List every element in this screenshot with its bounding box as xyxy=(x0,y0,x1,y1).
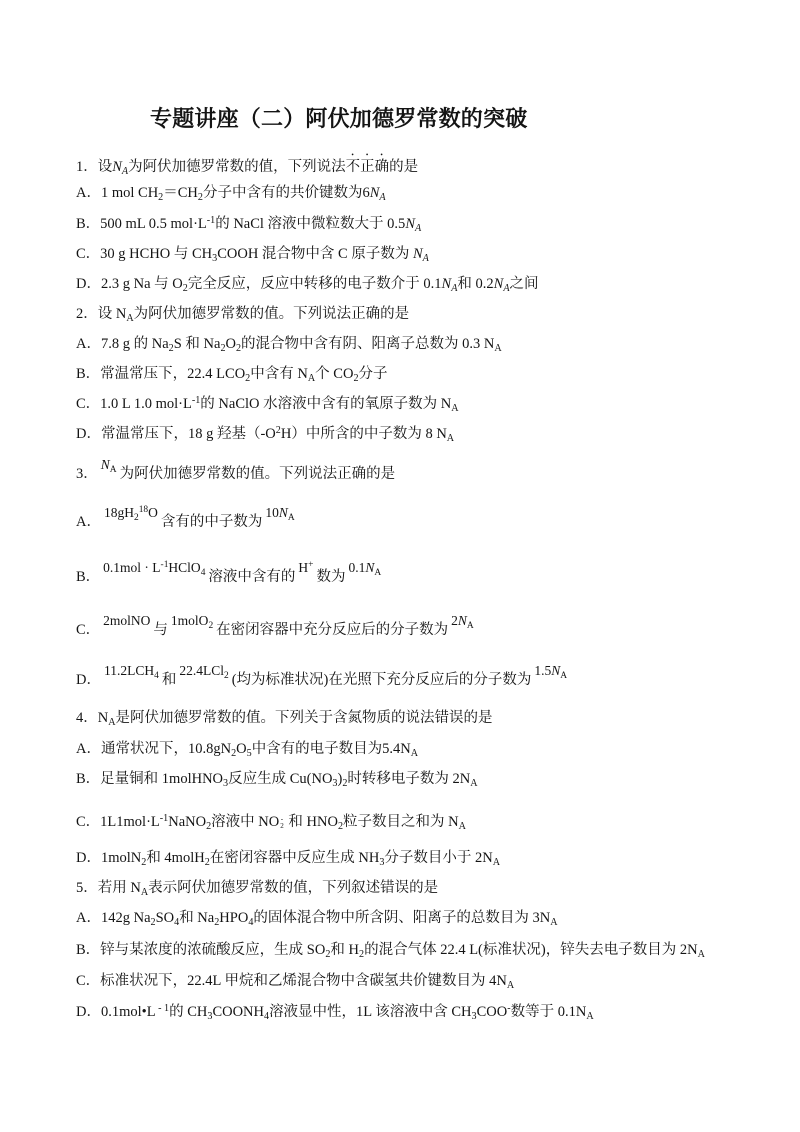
text-run: 3 xyxy=(332,778,338,790)
formula xyxy=(103,558,205,580)
text-run: N xyxy=(457,613,467,628)
text-run: 是阿伏加德罗常数的值。下列关于含氮物质的说法错误的是 xyxy=(115,710,493,726)
text-run: A xyxy=(492,857,501,869)
question-2-stem xyxy=(76,304,409,326)
formula xyxy=(103,611,150,631)
text-run: 2 xyxy=(337,821,343,833)
text-run: 4 xyxy=(174,917,180,929)
text-run: N xyxy=(112,159,122,175)
text-run: A xyxy=(422,253,429,265)
formula xyxy=(348,558,381,580)
text-run: 表示阿伏加德罗常数的值，下列叙述错误的是 xyxy=(148,880,439,896)
question-1-option-c xyxy=(76,244,429,266)
text-run: B． xyxy=(76,569,101,585)
text-run: A xyxy=(109,465,117,476)
text-run: 2 xyxy=(158,192,164,204)
text-run: 和 0.2 xyxy=(457,276,494,292)
text-run: 数为 xyxy=(316,569,346,585)
text-run: 0.1mol · L xyxy=(103,560,161,575)
text-run: 完全反应，反应中转移的电子数介于 0.1 xyxy=(187,276,442,292)
text-run: 2 xyxy=(220,343,226,355)
text-run: O xyxy=(225,336,236,352)
text-run: + xyxy=(308,560,314,571)
text-run: 溶液显中性，1L 该溶液中含 CH xyxy=(269,1004,472,1020)
text-run: 和 4molH xyxy=(146,850,205,866)
text-run: B．常温常压下，22.4 LCO xyxy=(76,366,246,382)
text-run: A xyxy=(287,513,295,524)
text-run: 5．若用 N xyxy=(76,880,141,896)
question-5-option-b xyxy=(76,940,705,962)
text-run: N xyxy=(100,457,110,472)
text-run: 2 xyxy=(141,857,147,869)
text-run: 4．N xyxy=(76,710,109,726)
text-run: A xyxy=(466,621,474,632)
question-3-option-c xyxy=(76,613,477,642)
text-run: 2 xyxy=(182,283,188,295)
question-4-option-b xyxy=(76,769,478,791)
text-run: 2 xyxy=(168,343,174,355)
text-run: HPO xyxy=(219,910,249,926)
text-run: B．锌与某浓度的浓硫酸反应，生成 SO xyxy=(76,942,326,958)
text-run: 2 xyxy=(359,949,365,961)
text-run: 数等于 0.1N xyxy=(510,1004,587,1020)
text-run: D．1molN xyxy=(76,850,142,866)
formula xyxy=(101,455,117,477)
formula xyxy=(104,661,159,683)
text-run: H）中所含的中子数为 8 N xyxy=(280,426,447,442)
text-run: A xyxy=(494,343,502,355)
text-run: 1．设 xyxy=(76,159,113,175)
text-run: N xyxy=(405,216,415,232)
question-1-option-a xyxy=(76,183,386,205)
text-run: A．通常状况下，10.8gN xyxy=(76,741,232,757)
formula xyxy=(534,661,567,683)
text-run: A xyxy=(108,717,116,729)
text-run: 中含有的电子数目为5.4N xyxy=(251,741,411,757)
question-3-option-a xyxy=(76,505,298,534)
question-4-option-d xyxy=(76,848,500,870)
text-run: A xyxy=(503,283,510,295)
text-run: 3 xyxy=(471,1011,477,1023)
formula xyxy=(171,611,213,633)
text-run: 2 xyxy=(231,748,237,760)
text-run: S 和 Na xyxy=(173,336,221,352)
question-1-option-d xyxy=(76,274,539,296)
text-run: D．0.1mol•L xyxy=(76,1004,156,1020)
text-run: 在密闭容器中反应生成 NH xyxy=(209,850,380,866)
text-run: 和 H xyxy=(330,942,360,958)
text-run: 与 xyxy=(153,622,168,638)
text-run: 2 xyxy=(342,778,348,790)
text-run: 个 CO xyxy=(315,366,354,382)
text-run: C．标准状况下，22.4L 甲烷和乙烯混合物中含碳氢共价键数目为 4N xyxy=(76,973,507,989)
text-run: SO xyxy=(155,910,175,926)
question-5-option-c xyxy=(76,971,514,993)
text-run: COONH xyxy=(212,1004,264,1020)
text-run: A xyxy=(374,568,382,579)
text-run: 2 xyxy=(245,373,251,385)
text-run: A xyxy=(379,192,386,204)
text-run: 1molO xyxy=(170,613,209,628)
text-run: 2 xyxy=(208,621,214,632)
text-run: - xyxy=(280,814,284,823)
question-3-stem xyxy=(76,457,396,486)
text-run: 2 xyxy=(150,917,156,929)
text-run: A xyxy=(446,433,455,445)
text-run: 2 xyxy=(197,192,203,204)
question-2-option-c xyxy=(76,394,459,416)
text-run: 的 CH xyxy=(169,1004,208,1020)
text-run: D．2.3 g Na 与 O xyxy=(76,276,183,292)
text-run: 10 xyxy=(265,505,279,520)
stacked-charge xyxy=(280,816,284,830)
text-run: HClO xyxy=(168,560,201,575)
text-run: A xyxy=(126,313,134,325)
text-run: 2 xyxy=(353,373,359,385)
text-run: COOH 混合物中含 C 原子数为 xyxy=(217,246,413,262)
text-run: A xyxy=(121,166,129,178)
question-2-option-b xyxy=(76,364,388,386)
text-run: 的混合气体 22.4 L(标准状况)，锌失去电子数目为 2N xyxy=(364,942,698,958)
text-run: 2．设 N xyxy=(76,306,127,322)
text-run: 和 HNO xyxy=(284,814,338,830)
text-run: 2 xyxy=(206,821,212,833)
formula xyxy=(265,503,294,525)
text-run: A xyxy=(451,283,458,295)
text-run: A xyxy=(506,980,515,992)
text-run: A．7.8 g 的 Na xyxy=(76,336,169,352)
text-run: 2 xyxy=(280,821,284,830)
text-run: 3 xyxy=(379,857,385,869)
text-run: 为阿伏加德罗常数的值，下列说法 xyxy=(128,159,346,175)
question-2-option-a xyxy=(76,334,502,356)
question-3-option-b xyxy=(76,560,384,589)
text-run: 2 xyxy=(235,343,242,355)
text-run: A xyxy=(470,778,478,790)
text-run: 4 xyxy=(200,568,206,579)
text-run: N xyxy=(365,560,375,575)
text-run: -1 xyxy=(160,560,169,571)
text-run: ＝CH xyxy=(163,185,198,201)
text-run: -1 xyxy=(206,214,216,226)
text-run: N xyxy=(369,185,380,201)
text-run: A xyxy=(550,917,558,929)
formula xyxy=(451,611,474,633)
text-run: 0.1 xyxy=(348,560,366,575)
text-run: N xyxy=(412,246,423,262)
text-run: C． xyxy=(76,622,101,638)
text-run: N xyxy=(278,505,288,520)
text-run: N xyxy=(441,276,452,292)
text-run: 18 xyxy=(138,505,149,516)
text-run: A．142g Na xyxy=(76,910,151,926)
text-run: 18gH xyxy=(103,505,134,520)
text-run: 分子数目小于 2N xyxy=(384,850,493,866)
text-run: 3． xyxy=(76,466,98,482)
question-3-option-d xyxy=(76,663,570,692)
text-run: B．500 mL 0.5 mol·L xyxy=(76,216,207,232)
question-5-stem xyxy=(76,878,438,900)
text-run: 含有的中子数为 xyxy=(160,514,263,530)
text-run: 时转移电子数为 2N xyxy=(347,771,471,787)
text-run: 2 xyxy=(223,671,229,682)
question-5-option-a xyxy=(76,908,558,930)
text-run: ) xyxy=(337,771,343,787)
text-run: 之间 xyxy=(509,276,539,292)
text-run: A xyxy=(140,887,149,899)
text-run: 2 xyxy=(275,424,281,436)
text-run: 5 xyxy=(246,748,252,760)
text-run: 2 xyxy=(133,513,139,524)
text-run: N xyxy=(551,663,561,678)
text-run: 2molNO xyxy=(103,613,151,628)
question-1-stem xyxy=(76,151,418,179)
text-run: 和 xyxy=(161,672,177,688)
text-run: C．1.0 L 1.0 mol·L xyxy=(76,396,192,412)
text-run: A xyxy=(451,403,459,415)
text-run: C．1L1mol·L xyxy=(76,814,160,830)
question-4-option-a xyxy=(76,739,418,761)
text-run: A．1 mol CH xyxy=(76,185,159,201)
text-run: 1.5 xyxy=(534,663,552,678)
text-run: 的固体混合物中所含阴、阳离子的总数目为 3N xyxy=(253,910,551,926)
question-4-stem xyxy=(76,708,493,730)
text-run: 溶液中 NO xyxy=(211,814,280,830)
text-run: 22.4LCl xyxy=(179,663,224,678)
text-run: - 1 xyxy=(155,1002,170,1014)
text-run: 2 xyxy=(325,949,331,961)
text-run: 11.2LCH xyxy=(103,663,155,678)
question-1-option-b xyxy=(76,214,421,236)
text-run: A． xyxy=(76,514,101,530)
text-run: (均为标准状况)在光照下充分反应后的分子数为 xyxy=(231,672,532,688)
text-run: C．30 g HCHO 与 CH xyxy=(76,246,213,262)
question-2-option-d xyxy=(76,424,454,446)
text-run: A xyxy=(414,223,422,235)
text-run: 不正确 xyxy=(345,159,390,175)
text-run: 和 Na xyxy=(179,910,215,926)
question-4-option-c xyxy=(76,812,466,834)
text-run: 分子 xyxy=(358,366,388,382)
text-run: 反应生成 Cu(NO xyxy=(228,771,333,787)
formula xyxy=(104,503,158,525)
text-run: A xyxy=(458,821,466,833)
text-run: 2 xyxy=(451,613,458,628)
text-run: 的 NaCl 溶液中微粒数大于 0.5 xyxy=(215,216,406,232)
text-run: O xyxy=(148,505,158,520)
text-run: 溶液中含有的 xyxy=(208,569,296,585)
question-5-option-d xyxy=(76,1002,594,1024)
text-run: 4 xyxy=(154,671,159,682)
text-run: 3 xyxy=(212,253,218,265)
text-run: - xyxy=(507,1002,511,1014)
text-run: A xyxy=(560,671,568,682)
text-run: O xyxy=(236,741,247,757)
text-run: A xyxy=(307,373,316,385)
text-run: -1 xyxy=(159,812,169,824)
formula xyxy=(298,558,313,580)
text-run: 的是 xyxy=(389,159,419,175)
text-run: 4 xyxy=(248,917,254,929)
text-run: A xyxy=(697,949,705,961)
text-run: 的 NaClO 水溶液中含有的氧原子数为 N xyxy=(200,396,452,412)
text-run: D．常温常压下，18 g 羟基（-O xyxy=(76,426,276,442)
text-run: 4 xyxy=(264,1011,270,1023)
text-run: 2 xyxy=(214,917,220,929)
text-run: 粒子数目之和为 N xyxy=(343,814,459,830)
text-run: 在密闭容器中充分反应后的分子数为 xyxy=(216,622,449,638)
text-run: 3 xyxy=(207,1011,213,1023)
text-run: A xyxy=(410,748,419,760)
text-run: D． xyxy=(76,672,101,688)
text-run: N xyxy=(493,276,504,292)
text-run: 3 xyxy=(223,778,229,790)
text-run: 2 xyxy=(204,857,210,869)
text-run: B．足量铜和 1molHNO xyxy=(76,771,224,787)
text-run: 分子中含有的共价键数为6 xyxy=(202,185,370,201)
page-title: 专题讲座（二）阿伏加德罗常数的突破 xyxy=(150,106,528,131)
text-run: H xyxy=(298,560,309,575)
text-run: -1 xyxy=(191,394,201,406)
text-run: 中含有 N xyxy=(250,366,308,382)
text-run: 的混合物中含有阴、阳离子总数为 0.3 N xyxy=(241,336,495,352)
formula xyxy=(179,661,228,683)
text-run: 为阿伏加德罗常数的值。下列说法正确的是 xyxy=(133,306,410,322)
text-run: 为阿伏加德罗常数的值。下列说法正确的是 xyxy=(119,466,396,482)
text-run: COO xyxy=(476,1004,508,1020)
text-run: A xyxy=(586,1011,594,1023)
text-run: NaNO xyxy=(168,814,207,830)
